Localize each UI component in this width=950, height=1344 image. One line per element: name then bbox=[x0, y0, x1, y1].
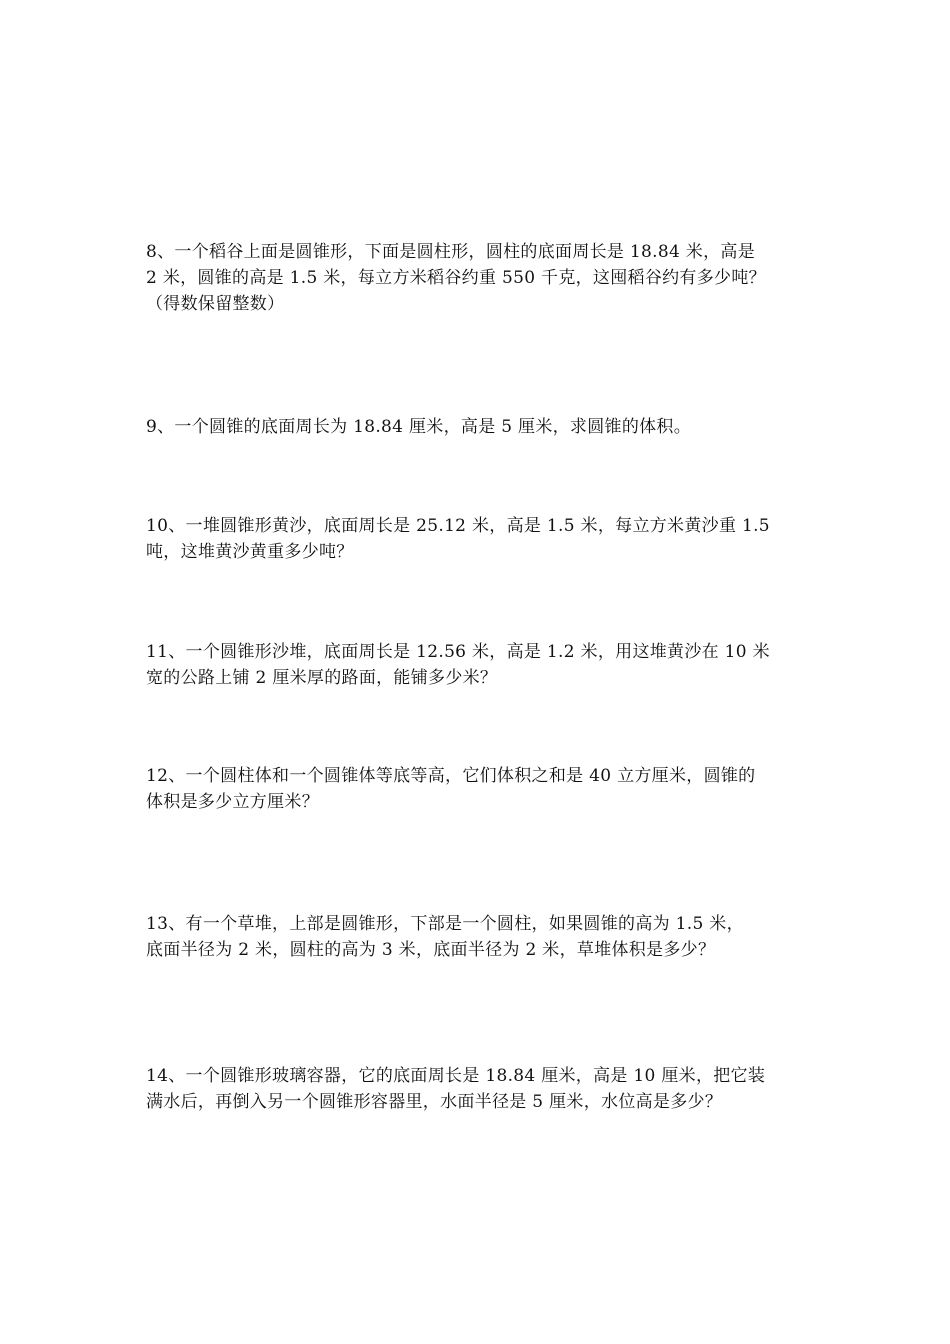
problem-11 bbox=[146, 639, 810, 691]
problem-8-line-1: 8、一个稻谷上面是圆锥形，下面是圆柱形，圆柱的底面周长是 18.84 米，高是 bbox=[146, 242, 755, 262]
problem-13-line-2: 底面半径为 2 米，圆柱的高为 3 米，底面半径为 2 米，草堆体积是多少？ bbox=[146, 940, 716, 960]
problem-14-line-2: 满水后，再倒入另一个圆锥形容器里，水面半径是 5 厘米，水位高是多少？ bbox=[146, 1092, 723, 1112]
problem-8-line-2: 2 米，圆锥的高是 1.5 米，每立方米稻谷约重 550 千克，这囤稻谷约有多少吨？ bbox=[146, 268, 766, 288]
problem-14 bbox=[146, 1063, 810, 1115]
problem-8-line-3: （得数保留整数） bbox=[146, 294, 285, 314]
problem-8 bbox=[146, 239, 810, 317]
problem-11-line-1: 11、一个圆锥形沙堆，底面周长是 12.56 米，高是 1.2 米，用这堆黄沙在 10 米 bbox=[146, 642, 770, 662]
problem-13 bbox=[146, 911, 810, 963]
problem-10-line-1: 10、一堆圆锥形黄沙，底面周长是 25.12 米，高是 1.5 米，每立方米黄沙重 1.5 bbox=[146, 516, 770, 536]
problem-12-line-1: 12、一个圆柱体和一个圆锥体等底等高，它们体积之和是 40 立方厘米，圆锥的 bbox=[146, 766, 756, 786]
problem-13-line-1: 13、有一个草堆，上部是圆锥形，下部是一个圆柱，如果圆锥的高为 1.5 米， bbox=[146, 914, 744, 934]
problem-10 bbox=[146, 513, 810, 565]
problem-11-line-2: 宽的公路上铺 2 厘米厚的路面，能铺多少米？ bbox=[146, 668, 498, 688]
problem-10-line-2: 吨，这堆黄沙黄重多少吨？ bbox=[146, 542, 354, 562]
problem-12 bbox=[146, 763, 810, 815]
problem-9-line-1: 9、一个圆锥的底面周长为 18.84 厘米，高是 5 厘米，求圆锥的体积。 bbox=[146, 417, 692, 437]
problem-12-line-2: 体积是多少立方厘米？ bbox=[146, 792, 319, 812]
problem-9 bbox=[146, 414, 810, 440]
problem-14-line-1: 14、一个圆锥形玻璃容器，它的底面周长是 18.84 厘米，高是 10 厘米，把它装 bbox=[146, 1066, 766, 1086]
